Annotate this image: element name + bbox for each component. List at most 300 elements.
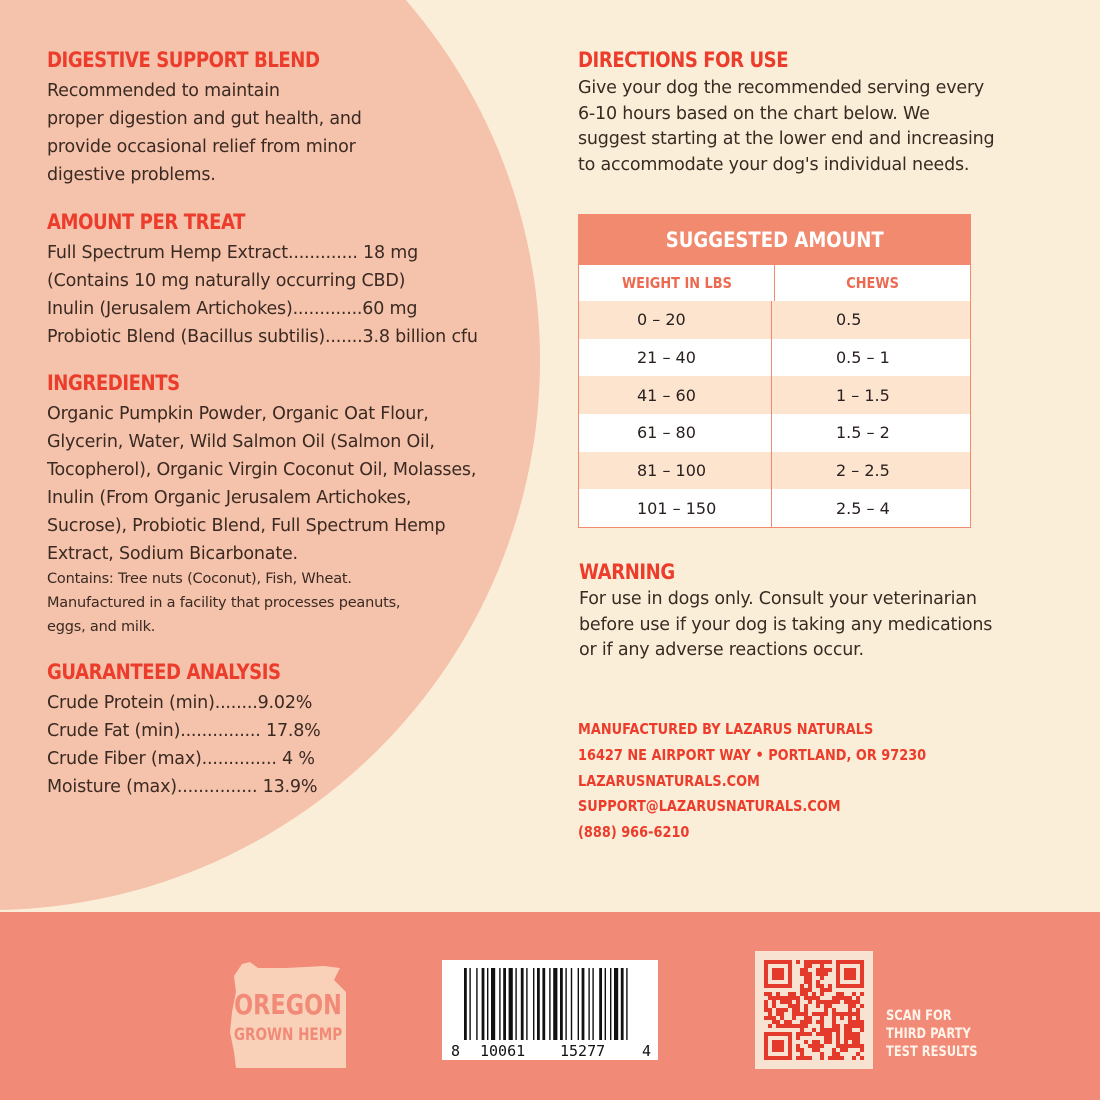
qr-module	[836, 1028, 840, 1032]
manufacturer-website: LAZARUSNATURALS.COM	[578, 771, 760, 790]
qr-module	[844, 1012, 848, 1016]
qr-module	[852, 1044, 856, 1048]
qr-module	[848, 1020, 852, 1024]
qr-module	[860, 1028, 864, 1032]
qr-module	[848, 1012, 852, 1016]
qr-module	[828, 1056, 832, 1060]
qr-module	[804, 996, 808, 1000]
column-header-text: WEIGHT IN LBS	[621, 274, 732, 292]
qr-module	[804, 976, 808, 980]
qr-module	[796, 1036, 800, 1040]
qr-module	[804, 1016, 808, 1020]
qr-module	[824, 1040, 828, 1044]
qr-module	[832, 1056, 836, 1060]
qr-module	[772, 1016, 776, 1020]
qr-module	[860, 1056, 864, 1060]
qr-module	[792, 992, 796, 996]
barcode-bar	[605, 968, 606, 1040]
analysis-text	[47, 689, 321, 801]
qr-module	[844, 1028, 848, 1032]
weight-cell: 81 – 100	[579, 452, 772, 490]
text-line: Give your dog the recommended serving every	[578, 78, 985, 98]
ingredients-heading: INGREDIENTS	[47, 371, 180, 395]
barcode-bar	[592, 968, 593, 1040]
barcode-bar	[515, 968, 516, 1040]
text-line: Full Spectrum Hemp Extract............. 18 mg	[47, 243, 419, 263]
qr-module	[820, 1020, 824, 1024]
barcode-bar	[487, 968, 488, 1040]
qr-module	[824, 1028, 828, 1032]
qr-module	[856, 1016, 860, 1020]
qr-module	[772, 1000, 776, 1004]
qr-module	[808, 988, 812, 992]
qr-module	[852, 1056, 856, 1060]
qr-module	[832, 1028, 836, 1032]
qr-module	[820, 960, 824, 964]
manufacturer-address: 16427 NE AIRPORT WAY • PORTLAND, OR 97230	[578, 745, 927, 764]
qr-module	[804, 968, 808, 972]
barcode-bar	[526, 968, 527, 1040]
qr-module	[824, 968, 828, 972]
qr-module	[800, 1020, 804, 1024]
qr-module	[804, 1012, 808, 1016]
qr-module	[808, 984, 812, 988]
barcode-bar	[503, 968, 506, 1040]
text-line: or if any adverse reactions occur.	[579, 640, 864, 660]
barcode-bar	[521, 968, 524, 1040]
qr-module	[844, 1036, 848, 1040]
text-line: Recommended to maintain	[47, 81, 280, 101]
qr-module	[764, 1004, 768, 1008]
qr-module	[800, 1012, 804, 1016]
text-line: Moisture (max)............... 13.9%	[47, 777, 318, 797]
text-line: eggs, and milk.	[47, 619, 156, 635]
weight-cell: 21 – 40	[579, 339, 772, 377]
table-header	[579, 265, 970, 301]
qr-module	[856, 1040, 860, 1044]
qr-module	[816, 972, 820, 976]
qr-module	[820, 972, 824, 976]
table-row	[579, 489, 970, 527]
qr-module	[816, 1048, 820, 1052]
qr-module	[784, 1020, 788, 1024]
qr-module	[832, 1008, 836, 1012]
qr-module	[836, 996, 840, 1000]
qr-module	[820, 976, 824, 980]
barcode-bar	[553, 968, 557, 1040]
qr-module	[828, 968, 832, 972]
qr-module	[804, 1032, 808, 1036]
qr-module	[824, 1008, 828, 1012]
qr-module	[812, 1048, 816, 1052]
qr-module	[820, 968, 824, 972]
qr-module	[856, 1012, 860, 1016]
qr-module	[816, 980, 820, 984]
qr-module	[836, 1052, 840, 1056]
qr-module	[836, 992, 840, 996]
manufacturer-phone: (888) 966-6210	[578, 823, 690, 842]
qr-module	[796, 1000, 800, 1004]
qr-module	[780, 1024, 784, 1028]
qr-module	[796, 1012, 800, 1016]
qr-module	[792, 1024, 796, 1028]
qr-module	[764, 1000, 768, 1004]
qr-module	[812, 1044, 816, 1048]
chews-cell: 1.5 – 2	[836, 423, 890, 443]
qr-module	[808, 1044, 812, 1048]
qr-module	[788, 1024, 792, 1028]
qr-module	[860, 992, 864, 996]
qr-module	[800, 1032, 804, 1036]
column-header-chews	[775, 265, 970, 301]
qr-module	[784, 1000, 788, 1004]
qr-module	[812, 992, 816, 996]
qr-module	[828, 1040, 832, 1044]
barcode-bar	[533, 968, 534, 1040]
qr-module	[808, 1056, 812, 1060]
qr-module	[824, 960, 828, 964]
directions-heading: DIRECTIONS FOR USE	[578, 48, 789, 72]
table-row	[579, 452, 970, 490]
qr-module	[808, 972, 812, 976]
barcode	[442, 960, 658, 1060]
qr-module	[788, 1020, 792, 1024]
barcode-digit: 4	[642, 1042, 652, 1060]
qr-module	[844, 1040, 848, 1044]
qr-module	[832, 1048, 836, 1052]
barcode-bars	[442, 960, 658, 1060]
qr-code-icon	[755, 951, 873, 1069]
qr-module	[844, 996, 848, 1000]
text-line: to accommodate your dog's individual needs.	[578, 154, 970, 175]
qr-module	[860, 1024, 864, 1028]
weight-cell: 101 – 150	[579, 489, 772, 527]
qr-module	[808, 980, 812, 984]
qr-module	[820, 1000, 824, 1004]
qr-module	[836, 1032, 840, 1036]
qr-module	[848, 1024, 852, 1028]
qr-module	[848, 1028, 852, 1032]
qr-module	[836, 1012, 840, 1016]
text-line: proper digestion and gut health, and	[47, 109, 362, 129]
text-line: Extract, Sodium Bicarbonate.	[47, 544, 298, 564]
qr-module	[792, 1016, 796, 1020]
qr-module	[804, 1020, 808, 1024]
qr-module	[852, 1012, 856, 1016]
qr-module	[856, 1044, 860, 1048]
qr-module	[852, 992, 856, 996]
qr-module	[812, 1012, 816, 1016]
qr-module	[856, 1032, 860, 1036]
qr-module	[812, 960, 816, 964]
chews-cell: 0.5	[836, 310, 862, 330]
qr-module	[800, 992, 804, 996]
text-line: Organic Pumpkin Powder, Organic Oat Flour,	[47, 404, 429, 424]
qr-module	[768, 1024, 772, 1028]
qr-module	[800, 1028, 804, 1032]
qr-module	[780, 1000, 784, 1004]
qr-module	[840, 1016, 844, 1020]
text-line: suggest starting at the lower end and increasing	[578, 129, 995, 149]
qr-module	[832, 996, 836, 1000]
qr-module	[816, 1044, 820, 1048]
text-line: Glycerin, Water, Wild Salmon Oil (Salmon Oil,	[47, 432, 435, 452]
barcode-bar	[560, 968, 563, 1040]
allergen-text	[47, 567, 400, 639]
table-row	[579, 339, 970, 377]
qr-module	[776, 1008, 780, 1012]
qr-module	[828, 1036, 832, 1040]
qr-module	[832, 1052, 836, 1056]
qr-module	[764, 992, 768, 996]
qr-module	[796, 1048, 800, 1052]
qr-module	[832, 1024, 836, 1028]
qr-module	[788, 1004, 792, 1008]
qr-module	[808, 960, 812, 964]
digestive-text	[47, 77, 362, 189]
qr-code[interactable]	[755, 951, 873, 1069]
qr-module	[848, 1004, 852, 1008]
qr-module	[796, 1024, 800, 1028]
qr-module	[820, 1024, 824, 1028]
qr-module	[820, 1052, 824, 1056]
weight-cell: 41 – 60	[579, 376, 772, 414]
qr-module	[796, 1044, 800, 1048]
qr-module	[808, 1016, 812, 1020]
qr-module	[808, 996, 812, 1000]
qr-finder-core	[844, 968, 856, 980]
barcode-bar	[509, 968, 513, 1040]
qr-module	[824, 972, 828, 976]
qr-module	[820, 1028, 824, 1032]
warning-text	[579, 587, 992, 664]
qr-module	[836, 1056, 840, 1060]
barcode-bar	[491, 968, 495, 1040]
qr-module	[804, 1008, 808, 1012]
qr-module	[776, 996, 780, 1000]
qr-module	[796, 960, 800, 964]
text-line: Crude Fiber (max).............. 4 %	[47, 749, 315, 769]
qr-module	[852, 1004, 856, 1008]
qr-module	[800, 1052, 804, 1056]
barcode-bar	[476, 968, 477, 1040]
qr-module	[828, 984, 832, 988]
ingredients-text	[47, 400, 476, 568]
qr-module	[836, 1000, 840, 1004]
scan-label	[886, 1007, 978, 1061]
qr-module	[820, 984, 824, 988]
chews-cell: 1 – 1.5	[836, 385, 890, 405]
table-row	[579, 376, 970, 414]
qr-module	[804, 1056, 808, 1060]
barcode-bar	[537, 968, 540, 1040]
qr-module	[804, 980, 808, 984]
qr-module	[804, 1040, 808, 1044]
qr-module	[820, 988, 824, 992]
qr-module	[840, 992, 844, 996]
qr-finder-core	[772, 968, 784, 980]
qr-module	[852, 1000, 856, 1004]
table-title	[579, 215, 970, 265]
text-line: Tocopherol), Organic Virgin Coconut Oil, Molasses,	[47, 460, 477, 480]
qr-module	[824, 1000, 828, 1004]
qr-module	[788, 996, 792, 1000]
qr-module	[848, 1008, 852, 1012]
qr-module	[860, 1020, 864, 1024]
qr-module	[844, 1024, 848, 1028]
scan-line: SCAN FOR	[886, 1008, 952, 1024]
barcode-digit: 8	[451, 1042, 461, 1060]
qr-module	[836, 1024, 840, 1028]
qr-module	[820, 1032, 824, 1036]
qr-module	[820, 964, 824, 968]
qr-module	[848, 1032, 852, 1036]
qr-module	[808, 1000, 812, 1004]
weight-cell: 61 – 80	[579, 414, 772, 452]
qr-module	[816, 1012, 820, 1016]
qr-module	[832, 1020, 836, 1024]
qr-module	[844, 1000, 848, 1004]
text-line: Probiotic Blend (Bacillus subtilis).......3.8 billion cfu	[47, 327, 478, 347]
qr-module	[824, 1032, 828, 1036]
qr-module	[768, 1012, 772, 1016]
barcode-bar	[469, 968, 470, 1040]
qr-module	[816, 996, 820, 1000]
qr-module	[816, 960, 820, 964]
qr-module	[856, 996, 860, 1000]
qr-module	[840, 1056, 844, 1060]
qr-module	[788, 1000, 792, 1004]
barcode-bar	[549, 968, 550, 1040]
qr-module	[836, 1044, 840, 1048]
qr-module	[828, 988, 832, 992]
barcode-bar	[542, 968, 545, 1040]
barcode-bar	[610, 968, 611, 1040]
qr-module	[776, 992, 780, 996]
qr-module	[816, 1000, 820, 1004]
barcode-bar	[626, 968, 627, 1040]
qr-module	[832, 1000, 836, 1004]
qr-module	[800, 968, 804, 972]
qr-module	[816, 1040, 820, 1044]
qr-module	[816, 984, 820, 988]
qr-module	[768, 1008, 772, 1012]
qr-module	[816, 1020, 820, 1024]
qr-module	[764, 1008, 768, 1012]
analysis-heading: GUARANTEED ANALYSIS	[47, 660, 281, 684]
qr-module	[856, 1008, 860, 1012]
qr-module	[780, 996, 784, 1000]
qr-module	[776, 1024, 780, 1028]
qr-module	[860, 1048, 864, 1052]
qr-module	[796, 1004, 800, 1008]
qr-module	[768, 996, 772, 1000]
chews-cell: 0.5 – 1	[836, 348, 890, 368]
table-title-text: SUGGESTED AMOUNT	[665, 228, 884, 252]
qr-module	[852, 1024, 856, 1028]
qr-module	[820, 992, 824, 996]
barcode-bar	[482, 968, 485, 1040]
qr-module	[808, 976, 812, 980]
qr-module	[808, 1032, 812, 1036]
qr-module	[804, 960, 808, 964]
qr-module	[828, 1004, 832, 1008]
qr-module	[860, 1044, 864, 1048]
qr-module	[828, 1032, 832, 1036]
text-line: For use in dogs only. Consult your veterinarian	[579, 589, 977, 609]
warning-heading: WARNING	[579, 560, 675, 584]
table-body	[579, 301, 970, 527]
qr-module	[776, 1012, 780, 1016]
qr-module	[804, 964, 808, 968]
barcode-digit: 10061	[480, 1042, 526, 1060]
oregon-text: OREGON	[234, 987, 342, 1021]
oregon-grown-hemp-logo	[228, 962, 350, 1070]
qr-module	[800, 984, 804, 988]
text-line: 6-10 hours based on the chart below. We	[578, 103, 930, 124]
table-row	[579, 414, 970, 452]
barcode-bar	[464, 968, 467, 1040]
barcode-bar	[565, 968, 566, 1040]
qr-module	[816, 968, 820, 972]
qr-module	[832, 1012, 836, 1016]
manufacturer-name: MANUFACTURED BY LAZARUS NATURALS	[578, 720, 874, 738]
amount-heading: AMOUNT PER TREAT	[47, 210, 246, 234]
barcode-bar	[588, 968, 589, 1040]
qr-module	[840, 1044, 844, 1048]
qr-module	[784, 1024, 788, 1028]
qr-module	[844, 1032, 848, 1036]
qr-module	[852, 1032, 856, 1036]
qr-module	[800, 988, 804, 992]
digestive-heading: DIGESTIVE SUPPORT BLEND	[47, 48, 320, 72]
qr-module	[828, 1000, 832, 1004]
qr-module	[824, 1004, 828, 1008]
text-line: Inulin (Jerusalem Artichokes).............60 mg	[47, 299, 418, 319]
qr-module	[820, 1044, 824, 1048]
qr-module	[852, 1040, 856, 1044]
text-line: Inulin (From Organic Jerusalem Artichokes,	[47, 488, 412, 508]
qr-module	[768, 1016, 772, 1020]
qr-module	[792, 1008, 796, 1012]
text-line: Contains: Tree nuts (Coconut), Fish, Wheat.	[47, 571, 352, 587]
qr-module	[856, 1052, 860, 1056]
qr-module	[840, 996, 844, 1000]
qr-module	[796, 1056, 800, 1060]
qr-module	[804, 1024, 808, 1028]
qr-module	[856, 1036, 860, 1040]
qr-module	[772, 1020, 776, 1024]
qr-module	[800, 1056, 804, 1060]
qr-module	[812, 996, 816, 1000]
barcode-digit: 15277	[560, 1042, 606, 1060]
chews-cell: 2.5 – 4	[836, 498, 890, 518]
qr-module	[856, 1020, 860, 1024]
qr-module	[800, 972, 804, 976]
qr-module	[804, 992, 808, 996]
qr-module	[836, 1040, 840, 1044]
qr-module	[804, 988, 808, 992]
column-header-weight	[579, 265, 775, 301]
qr-module	[816, 1004, 820, 1008]
qr-module	[828, 960, 832, 964]
qr-module	[780, 1012, 784, 1016]
qr-module	[840, 1048, 844, 1052]
qr-module	[776, 1020, 780, 1024]
text-line: digestive problems.	[47, 165, 216, 185]
qr-module	[772, 996, 776, 1000]
qr-module	[792, 996, 796, 1000]
